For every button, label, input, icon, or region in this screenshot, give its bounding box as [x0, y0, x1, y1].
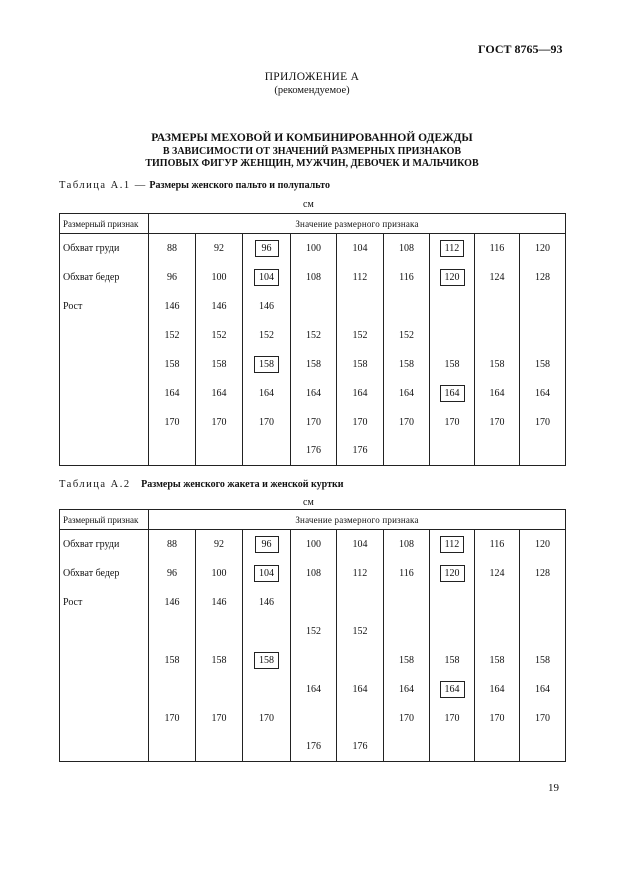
table2-cell: 164 [384, 675, 430, 704]
table1-cell: 146 [243, 292, 291, 321]
table2-cell [520, 588, 566, 617]
table2-label: Таблица А.2 [59, 479, 131, 490]
table2-cell [475, 588, 520, 617]
table1-highlighted-value: 112 [440, 240, 465, 257]
table1-row [60, 234, 566, 263]
table1-cell [520, 321, 566, 350]
table1-row-label [60, 350, 149, 379]
table1-cell [337, 292, 384, 321]
table1-caption [59, 180, 330, 191]
table1-cell [291, 292, 337, 321]
table2-cell: 176 [337, 733, 384, 762]
table2-cell: 164 [520, 675, 566, 704]
table1-cell [243, 234, 291, 263]
table2-cell: 170 [475, 704, 520, 733]
table1-cell: 158 [337, 350, 384, 379]
table2-cell: 170 [243, 704, 291, 733]
table2-cell: 116 [475, 530, 520, 559]
table2-row [60, 733, 566, 762]
table2-cell [243, 617, 291, 646]
table1-cell [520, 437, 566, 466]
table2-title: Размеры женского жакета и женской куртки [141, 479, 344, 490]
table2-cell [475, 617, 520, 646]
table1-cell: 100 [196, 263, 243, 292]
table1-cell [520, 292, 566, 321]
table2-cell [243, 675, 291, 704]
table2-highlighted-value: 104 [254, 565, 279, 582]
table1-title: Размеры женского пальто и полупальто [149, 180, 330, 191]
table2-cell [149, 617, 196, 646]
standard-number: ГОСТ 8765—93 [478, 42, 563, 56]
table1-header-values: Значение размерного признака [149, 214, 566, 234]
table2-cell: 146 [196, 588, 243, 617]
table1-cell: 176 [291, 437, 337, 466]
table1-cell [430, 234, 475, 263]
table2-cell [196, 617, 243, 646]
table2-cell: 146 [243, 588, 291, 617]
table1-cell [196, 437, 243, 466]
appendix-subtitle: (рекомендуемое) [274, 85, 350, 96]
table1-row [60, 437, 566, 466]
table2-cell: 164 [475, 675, 520, 704]
table2-cell [520, 617, 566, 646]
table1-row-label [60, 379, 149, 408]
table1-cell [430, 321, 475, 350]
table1-cell: 152 [291, 321, 337, 350]
appendix-title: ПРИЛОЖЕНИЕ А [264, 71, 360, 83]
table2 [59, 509, 566, 762]
table1-cell: 96 [149, 263, 196, 292]
table2-row [60, 675, 566, 704]
table1-cell: 108 [291, 263, 337, 292]
table2-cell: 158 [430, 646, 475, 675]
table2-cell: 170 [196, 704, 243, 733]
page-number: 19 [548, 782, 559, 794]
table1-cell: 164 [520, 379, 566, 408]
table2-highlighted-value: 120 [440, 565, 465, 582]
table1-cell: 170 [149, 408, 196, 437]
table2-cell [243, 559, 291, 588]
table1-cell: 158 [475, 350, 520, 379]
table2-row-label [60, 646, 149, 675]
table2-row [60, 646, 566, 675]
table2-cell: 158 [149, 646, 196, 675]
table2-cell [243, 530, 291, 559]
table1-cell: 146 [149, 292, 196, 321]
table1-cell: 164 [337, 379, 384, 408]
table1-cell: 158 [291, 350, 337, 379]
table1-cell [384, 292, 430, 321]
table1-cell [475, 292, 520, 321]
table2-cell [475, 733, 520, 762]
table1-highlighted-value: 104 [254, 269, 279, 286]
table2-cell [291, 704, 337, 733]
table2-cell: 104 [337, 530, 384, 559]
table2-cell [430, 733, 475, 762]
table2-row [60, 617, 566, 646]
table2-cell: 152 [337, 617, 384, 646]
table2-cell [196, 733, 243, 762]
table1-cell [243, 263, 291, 292]
table1-cell: 170 [196, 408, 243, 437]
table2-row-label [60, 733, 149, 762]
table1-row [60, 263, 566, 292]
table1-label: Таблица А.1 — [59, 180, 147, 191]
table2-cell: 120 [520, 530, 566, 559]
table2-cell [430, 617, 475, 646]
table1-cell: 146 [196, 292, 243, 321]
table1-cell: 164 [384, 379, 430, 408]
table2-highlighted-value: 96 [255, 536, 279, 553]
table1-highlighted-value: 164 [440, 385, 465, 402]
table1-cell [430, 292, 475, 321]
table2-cell [337, 588, 384, 617]
table2-cell [337, 704, 384, 733]
table2-row [60, 530, 566, 559]
table2-cell [196, 675, 243, 704]
table1-header-row [60, 214, 566, 234]
table1-cell: 152 [149, 321, 196, 350]
section-title-line-1: РАЗМЕРЫ МЕХОВОЙ И КОМБИНИРОВАННОЙ ОДЕЖДЫ [151, 132, 473, 144]
table1-row-label: Рост [60, 292, 149, 321]
table2-cell: 158 [196, 646, 243, 675]
table2-cell [149, 675, 196, 704]
table2-cell: 176 [291, 733, 337, 762]
table2-cell: 108 [291, 559, 337, 588]
table2-cell [384, 588, 430, 617]
table1-cell: 92 [196, 234, 243, 263]
table2-cell [430, 588, 475, 617]
table2-header-row [60, 510, 566, 530]
table2-cell: 92 [196, 530, 243, 559]
table2-row [60, 588, 566, 617]
table2-cell [243, 646, 291, 675]
table1-cell: 158 [430, 350, 475, 379]
table1-row-label [60, 408, 149, 437]
table2-row-label: Обхват груди [60, 530, 149, 559]
table1-row-label [60, 437, 149, 466]
table1-cell: 170 [384, 408, 430, 437]
table1-cell: 88 [149, 234, 196, 263]
table2-cell [291, 588, 337, 617]
table1-row-label: Обхват бедер [60, 263, 149, 292]
table1-cell: 164 [475, 379, 520, 408]
table2-cell [384, 733, 430, 762]
table2-cell [520, 733, 566, 762]
table2-highlighted-value: 112 [440, 536, 465, 553]
table1-cell [243, 350, 291, 379]
table1-cell: 158 [149, 350, 196, 379]
table2-cell: 170 [384, 704, 430, 733]
table1-cell: 170 [520, 408, 566, 437]
table1-header-feature: Размерный признак [60, 214, 149, 234]
table1-cell [430, 437, 475, 466]
table1-cell: 164 [243, 379, 291, 408]
table2-cell: 170 [149, 704, 196, 733]
table1-cell: 158 [384, 350, 430, 379]
table1-cell [430, 379, 475, 408]
table1-cell: 164 [291, 379, 337, 408]
table1-cell: 152 [337, 321, 384, 350]
table2-cell [430, 675, 475, 704]
table2-cell: 170 [430, 704, 475, 733]
table1-cell: 124 [475, 263, 520, 292]
table1-cell: 104 [337, 234, 384, 263]
table1-unit: см [303, 199, 314, 210]
table1-cell [475, 437, 520, 466]
table1-cell: 170 [243, 408, 291, 437]
table1-row [60, 292, 566, 321]
table2-cell: 164 [337, 675, 384, 704]
table2-cell [291, 646, 337, 675]
table2-row-label [60, 675, 149, 704]
table1-cell [149, 437, 196, 466]
table1-highlighted-value: 120 [440, 269, 465, 286]
table2-cell: 112 [337, 559, 384, 588]
table1-row [60, 321, 566, 350]
table1-cell: 108 [384, 234, 430, 263]
table2-row-label [60, 617, 149, 646]
table1-cell: 170 [430, 408, 475, 437]
table2-highlighted-value: 164 [440, 681, 465, 698]
table2-cell [430, 559, 475, 588]
table2-cell: 88 [149, 530, 196, 559]
section-title-line-3: ТИПОВЫХ ФИГУР ЖЕНЩИН, МУЖЧИН, ДЕВОЧЕК И МАЛЬЧИКОВ [145, 158, 479, 169]
table2-cell [384, 617, 430, 646]
table1-highlighted-value: 158 [254, 356, 279, 373]
table2-cell: 100 [291, 530, 337, 559]
table1-cell: 152 [196, 321, 243, 350]
table2-cell [149, 733, 196, 762]
table1-row-label [60, 321, 149, 350]
table1-cell: 116 [475, 234, 520, 263]
table2-row-label: Рост [60, 588, 149, 617]
table2-cell: 124 [475, 559, 520, 588]
section-title-line-2: В ЗАВИСИМОСТИ ОТ ЗНАЧЕНИЙ РАЗМЕРНЫХ ПРИЗНАКОВ [162, 146, 462, 157]
table2-cell: 164 [291, 675, 337, 704]
table1-cell: 170 [337, 408, 384, 437]
table2-cell: 152 [291, 617, 337, 646]
table1-cell [243, 437, 291, 466]
table1-row [60, 408, 566, 437]
table1-cell: 100 [291, 234, 337, 263]
table1-cell: 152 [384, 321, 430, 350]
table2-cell: 146 [149, 588, 196, 617]
table1-row [60, 379, 566, 408]
table1-row-label: Обхват груди [60, 234, 149, 263]
table2-unit: см [303, 497, 314, 508]
table1-cell: 164 [196, 379, 243, 408]
table2-cell [430, 530, 475, 559]
table1-cell: 152 [243, 321, 291, 350]
table1-row [60, 350, 566, 379]
table2-header-feature: Размерный признак [60, 510, 149, 530]
table2-cell: 108 [384, 530, 430, 559]
table1-cell: 176 [337, 437, 384, 466]
table1-cell: 158 [196, 350, 243, 379]
table2-cell: 158 [384, 646, 430, 675]
table1-cell [384, 437, 430, 466]
table1 [59, 213, 566, 466]
table2-row [60, 559, 566, 588]
table2-cell [337, 646, 384, 675]
table1-cell: 120 [520, 234, 566, 263]
table1-cell: 170 [291, 408, 337, 437]
table2-cell: 170 [520, 704, 566, 733]
table2-highlighted-value: 158 [254, 652, 279, 669]
table1-cell: 170 [475, 408, 520, 437]
table2-caption [59, 479, 344, 490]
table2-cell: 158 [475, 646, 520, 675]
table2-row-label: Обхват бедер [60, 559, 149, 588]
table1-cell: 112 [337, 263, 384, 292]
table1-cell [475, 321, 520, 350]
table2-header-values: Значение размерного признака [149, 510, 566, 530]
table2-cell: 158 [520, 646, 566, 675]
table2-cell: 116 [384, 559, 430, 588]
table2-cell: 96 [149, 559, 196, 588]
table2-cell: 100 [196, 559, 243, 588]
table2-cell: 128 [520, 559, 566, 588]
table2-cell [243, 733, 291, 762]
table2-row [60, 704, 566, 733]
table1-highlighted-value: 96 [255, 240, 279, 257]
table1-cell: 116 [384, 263, 430, 292]
table2-row-label [60, 704, 149, 733]
table1-cell: 128 [520, 263, 566, 292]
table1-cell: 164 [149, 379, 196, 408]
table1-cell [430, 263, 475, 292]
table1-cell: 158 [520, 350, 566, 379]
